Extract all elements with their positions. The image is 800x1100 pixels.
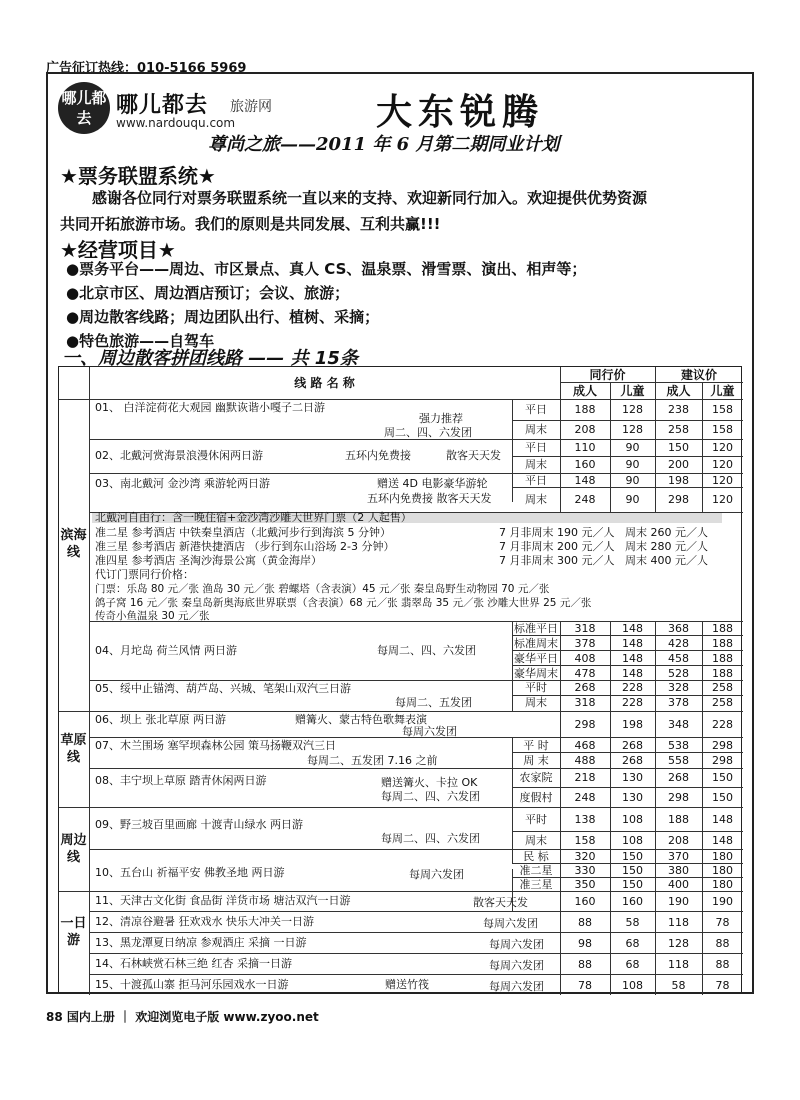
price-type: 周末 [525, 458, 547, 471]
route-note: 赠送篝火、卡拉 OK [381, 776, 478, 789]
price-type: 平日 [525, 403, 547, 416]
price-cell: 108 [622, 813, 643, 826]
price-type: 准二星 [519, 864, 553, 877]
price-cell: 180 [712, 864, 733, 877]
price-cell: 148 [574, 474, 596, 487]
price-type: 平日 [525, 441, 547, 454]
price-cell: 298 [712, 739, 733, 752]
price-cell: 68 [625, 958, 640, 971]
price-cell: 208 [574, 423, 596, 436]
price-cell: 228 [712, 718, 733, 731]
route-note: 每周六发团 [409, 868, 464, 881]
bdh-hotel-price: 7 月非周末 190 元／人 [499, 526, 615, 539]
price-type: 平日 [525, 474, 547, 487]
price-cell: 198 [668, 474, 689, 487]
route-name: 04、月坨岛 荷兰风情 两日游 [95, 644, 237, 657]
price-cell: 188 [712, 667, 733, 680]
price-cell: 150 [622, 850, 643, 863]
route-name: 01、 白洋淀荷花大观园 幽默诙谐小嘎子二日游 [95, 401, 325, 414]
price-cell: 318 [574, 696, 596, 709]
price-cell: 248 [574, 791, 596, 804]
route-note: 每周二、四、六发团 [377, 644, 476, 657]
bdh-hotel: 准四星 参考酒店 圣淘沙海景公寓（黄金海岸） [95, 554, 322, 567]
price-cell: 368 [668, 622, 689, 635]
price-cell: 258 [712, 696, 733, 709]
col-peer-adult: 成人 [572, 384, 597, 398]
price-cell: 160 [574, 458, 596, 471]
price-cell: 90 [625, 474, 640, 487]
bdh-hotel: 准三星 参考酒店 新港快捷酒店 （步行到东山浴场 2-3 分钟） [95, 540, 395, 553]
logo-name: 哪儿都去 [116, 93, 209, 118]
category-grassland: 草原线 [60, 733, 87, 765]
price-cell: 380 [668, 864, 689, 877]
price-cell: 188 [712, 622, 733, 635]
price-cell: 150 [622, 864, 643, 877]
bdh-ticket-line: 传奇小鱼温泉 30 元／张 [95, 610, 210, 622]
route-note: 每周六发团 [489, 938, 544, 951]
route-name: 08、丰宁坝上草原 踏青休闲两日游 [95, 774, 267, 787]
route-name: 11、天津古文化街 食品街 洋货市场 塘沽双汽一日游 [95, 894, 351, 907]
business-item: ●北京市区、周边酒店预订；会议、旅游； [66, 284, 350, 302]
logo-badge-icon: 哪儿都去 [58, 82, 110, 134]
price-type: 周末 [525, 696, 547, 709]
route-name: 15、十渡孤山寨 拒马河乐园戏水一日游 [95, 978, 289, 991]
route-note: 赠送竹筏 [385, 978, 429, 991]
route-note: 每周六发团 [483, 917, 538, 930]
price-type: 准三星 [519, 878, 553, 891]
price-cell: 378 [574, 637, 596, 650]
price-cell: 538 [668, 739, 689, 752]
price-cell: 248 [574, 493, 596, 506]
price-cell: 58 [625, 916, 640, 929]
price-cell: 130 [622, 791, 643, 804]
route-name: 12、清凉谷避暑 狂欢戏水 快乐大冲关一日游 [95, 915, 314, 928]
price-cell: 458 [668, 652, 689, 665]
route-note: 每周二、四、六发团 [381, 832, 480, 845]
route-name: 06、坝上 张北草原 两日游 [95, 713, 226, 726]
business-item: ●特色旅游——自驾车 [66, 332, 215, 350]
price-cell: 90 [625, 493, 640, 506]
price-cell: 180 [712, 850, 733, 863]
price-cell: 120 [712, 441, 733, 454]
price-cell: 190 [668, 895, 689, 908]
price-cell: 150 [668, 441, 689, 454]
price-type: 平 时 [523, 739, 549, 752]
brand-title: 大东锐腾 [376, 91, 545, 133]
price-cell: 110 [574, 441, 596, 454]
price-cell: 130 [622, 771, 643, 784]
route-name: 09、野三坡百里画廊 十渡青山绿水 两日游 [95, 818, 303, 831]
price-type: 豪华周末 [514, 667, 558, 680]
price-cell: 150 [622, 878, 643, 891]
price-cell: 200 [668, 458, 689, 471]
price-cell: 78 [715, 916, 730, 929]
price-cell: 268 [622, 754, 643, 767]
price-cell: 298 [668, 791, 689, 804]
price-cell: 98 [578, 937, 592, 950]
price-cell: 298 [712, 754, 733, 767]
price-cell: 88 [715, 937, 730, 950]
price-cell: 428 [668, 637, 689, 650]
price-cell: 90 [625, 441, 640, 454]
bdh-title: 北戴河自由行：含一晚住宿+金沙湾沙雕大世界门票（2 人起售） [95, 511, 412, 524]
route-note: 散客天天发 [446, 449, 501, 462]
price-type: 平时 [525, 681, 547, 694]
price-cell: 208 [668, 834, 689, 847]
bdh-ticket-line: 鸽子窝 16 元／张 秦皇岛新奥海底世界联票（含表演）68 元／张 翡翠岛 35 元／张 沙雕大世界 25 元／张 [95, 597, 592, 609]
price-cell: 228 [622, 696, 643, 709]
col-route-name: 线 路 名 称 [294, 376, 355, 390]
logo-sub: 旅游网 [230, 99, 272, 115]
route-note: 散客天天发 [473, 896, 528, 909]
route-note: 强力推荐 [419, 412, 463, 425]
page-footer: 88 国内上册 ｜ 欢迎浏览电子版 www.zyoo.net [46, 1010, 319, 1024]
bdh-hotel-price: 周末 260 元／人 [625, 526, 708, 539]
business-heading: ★经营项目★ [60, 238, 176, 262]
category-day-trip: 一日游 [60, 916, 87, 948]
price-cell: 108 [622, 834, 643, 847]
price-type: 豪华平日 [514, 652, 558, 665]
price-cell: 158 [574, 834, 596, 847]
price-type: 标准平日 [514, 622, 558, 635]
price-cell: 158 [712, 403, 733, 416]
price-type: 周 末 [523, 754, 549, 767]
price-cell: 298 [574, 718, 596, 731]
route-note: 每周二、四、六发团 [381, 790, 480, 803]
price-cell: 258 [668, 423, 689, 436]
category-coastal: 滨海线 [60, 528, 87, 560]
price-cell: 268 [574, 681, 596, 694]
price-cell: 268 [668, 771, 689, 784]
price-cell: 258 [712, 681, 733, 694]
price-type: 周末 [525, 834, 547, 847]
price-cell: 320 [574, 850, 596, 863]
route-note: 每周二、五发团 [395, 696, 472, 709]
price-cell: 148 [712, 813, 733, 826]
price-cell: 190 [712, 895, 733, 908]
route-name: 13、黑龙潭夏日纳凉 参观酒庄 采摘 一日游 [95, 936, 307, 949]
price-cell: 350 [574, 878, 596, 891]
routes-table [58, 366, 742, 994]
price-cell: 528 [668, 667, 689, 680]
price-type: 农家院 [519, 771, 553, 784]
price-cell: 120 [712, 458, 733, 471]
price-cell: 188 [712, 637, 733, 650]
bdh-tickets-title: 代订门票同行价格： [95, 568, 194, 581]
price-cell: 88 [715, 958, 730, 971]
price-cell: 348 [668, 718, 689, 731]
price-cell: 318 [574, 622, 596, 635]
col-suggest-price: 建议价 [680, 368, 717, 382]
price-cell: 148 [622, 667, 643, 680]
price-cell: 488 [574, 754, 596, 767]
route-note: 每周六发团 [489, 959, 544, 972]
route-note: 五环内免费接 [345, 449, 411, 462]
route-note: 赠送 4D 电影豪华游轮 [377, 477, 488, 490]
price-type: 度假村 [519, 791, 553, 804]
route-note: 每周六发团 [402, 725, 457, 738]
col-suggest-adult: 成人 [666, 384, 691, 398]
route-note: 周二、四、六发团 [384, 426, 472, 439]
bdh-hotel-price: 7 月非周末 300 元／人 [499, 554, 615, 567]
price-cell: 120 [712, 493, 733, 506]
bdh-hotel: 准二星 参考酒店 中铁秦皇酒店（北戴河步行到海滨 5 分钟） [95, 526, 391, 539]
price-cell: 328 [668, 681, 689, 694]
bdh-hotel-price: 7 月非周末 200 元／人 [499, 540, 615, 553]
price-cell: 108 [622, 979, 643, 992]
ad-hotline: 广告征订热线：010-5166 5969 [46, 61, 247, 76]
route-name: 14、石林峡赏石林三绝 红杏 采摘一日游 [95, 957, 292, 970]
price-cell: 400 [668, 878, 689, 891]
price-type: 周末 [525, 493, 547, 506]
price-cell: 228 [622, 681, 643, 694]
price-cell: 148 [712, 834, 733, 847]
route-name: 10、五台山 祈福平安 佛教圣地 两日游 [95, 866, 285, 879]
price-cell: 180 [712, 878, 733, 891]
route-name: 07、木兰围场 塞罕坝森林公园 策马扬鞭双汽三日 [95, 739, 336, 752]
price-cell: 198 [622, 718, 643, 731]
price-cell: 158 [712, 423, 733, 436]
price-cell: 188 [712, 652, 733, 665]
route-note: 五环内免费接 散客天天发 [367, 492, 492, 505]
price-cell: 408 [574, 652, 596, 665]
price-type: 标准周末 [514, 637, 558, 650]
price-cell: 148 [622, 637, 643, 650]
bdh-ticket-line: 门票：乐岛 80 元／张 渔岛 30 元／张 碧螺塔（含表演）45 元／张 秦皇岛野生动物园 70 元／张 [95, 583, 550, 595]
route-note: 每周二、五发团 7.16 之前 [307, 754, 438, 767]
price-cell: 298 [668, 493, 689, 506]
col-peer-price: 同行价 [589, 368, 626, 382]
price-cell: 218 [574, 771, 596, 784]
routes-title: 一、周边散客拼团线路 —— 共 15条 [62, 348, 358, 369]
category-nearby: 周边线 [60, 833, 87, 865]
price-type: 周末 [525, 423, 547, 436]
ticket-line-2: 共同开拓旅游市场。我们的原则是共同发展、互利共赢!!! [60, 215, 441, 233]
page-subtitle: 尊尚之旅——2011 年 6 月第二期同业计划 [208, 134, 560, 155]
price-type: 平时 [525, 813, 547, 826]
price-cell: 88 [578, 916, 592, 929]
bdh-hotel-price: 周末 280 元／人 [625, 540, 708, 553]
business-item: ●票务平台——周边、市区景点、真人 CS、温泉票、滑雪票、演出、相声等； [66, 260, 587, 278]
price-cell: 58 [671, 979, 686, 992]
price-cell: 138 [574, 813, 596, 826]
price-cell: 330 [574, 864, 596, 877]
col-peer-child: 儿童 [620, 384, 645, 398]
price-cell: 78 [578, 979, 592, 992]
route-note: 赠篝火、蒙古特色歌舞表演 [295, 713, 427, 726]
price-cell: 78 [715, 979, 730, 992]
price-cell: 238 [668, 403, 689, 416]
price-cell: 370 [668, 850, 689, 863]
price-cell: 558 [668, 754, 689, 767]
col-suggest-child: 儿童 [710, 384, 735, 398]
price-cell: 268 [622, 739, 643, 752]
price-cell: 118 [668, 916, 689, 929]
ticket-line-1: 感谢各位同行对票务联盟系统一直以来的支持、欢迎新同行加入。欢迎提供优势资源 [92, 189, 648, 207]
route-name: 03、南北戴河 金沙湾 乘游轮两日游 [95, 477, 270, 490]
price-cell: 148 [622, 652, 643, 665]
business-item: ●周边散客线路；周边团队出行、植树、采摘； [66, 308, 380, 326]
price-cell: 160 [574, 895, 596, 908]
logo-url[interactable]: www.nardouqu.com [116, 116, 236, 130]
price-cell: 88 [578, 958, 592, 971]
bdh-hotel-price: 周末 400 元／人 [625, 554, 708, 567]
price-cell: 148 [622, 622, 643, 635]
route-name: 05、绥中止锚湾、葫芦岛、兴城、笔架山双汽三日游 [95, 682, 351, 695]
price-cell: 150 [712, 791, 733, 804]
price-cell: 188 [574, 403, 596, 416]
price-cell: 68 [625, 937, 640, 950]
price-cell: 150 [712, 771, 733, 784]
price-cell: 118 [668, 958, 689, 971]
ticket-intro [60, 185, 750, 237]
route-note: 每周六发团 [489, 980, 544, 993]
price-cell: 128 [668, 937, 689, 950]
price-cell: 90 [625, 458, 640, 471]
price-cell: 128 [622, 423, 643, 436]
price-cell: 120 [712, 474, 733, 487]
price-cell: 468 [574, 739, 596, 752]
price-cell: 478 [574, 667, 596, 680]
price-cell: 188 [668, 813, 689, 826]
price-cell: 128 [622, 403, 643, 416]
price-cell: 160 [622, 895, 643, 908]
ticket-heading: ★票务联盟系统★ [60, 164, 216, 188]
price-cell: 378 [668, 696, 689, 709]
price-type: 民 标 [523, 850, 549, 863]
route-name: 02、北戴河赏海景浪漫休闲两日游 [95, 449, 263, 462]
